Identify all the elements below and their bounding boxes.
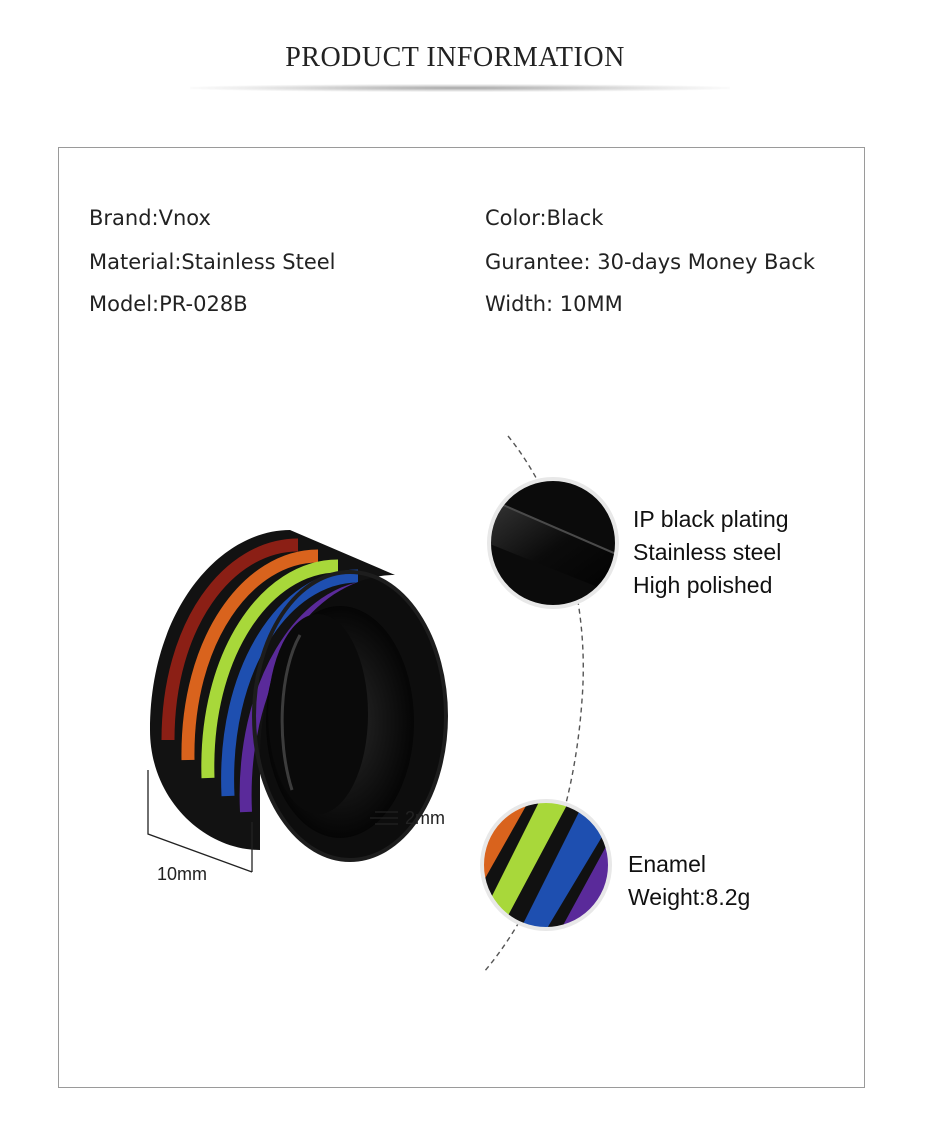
callout-line-polished: High polished	[633, 572, 773, 598]
callout-line-steel: Stainless steel	[633, 539, 782, 565]
dimension-width: 10mm	[157, 864, 208, 884]
page-title: PRODUCT INFORMATION	[285, 42, 625, 73]
black-plating-detail	[480, 470, 630, 620]
spec-guarantee: Gurantee: 30-days Money Back	[485, 250, 816, 274]
spec-material: Material:Stainless Steel	[89, 250, 336, 274]
spec-color: Color:Black	[485, 206, 604, 230]
enamel-detail	[470, 790, 630, 950]
finish-callout	[633, 503, 789, 602]
spec-width: Width: 10MM	[485, 292, 623, 316]
enamel-callout	[628, 848, 750, 914]
spec-brand: Brand:Vnox	[89, 206, 211, 230]
dimension-thickness: 2mm	[405, 808, 445, 828]
ring-image	[150, 530, 446, 860]
callout-line-plating: IP black plating	[633, 506, 789, 532]
callout-line-enamel: Enamel	[628, 851, 706, 877]
callout-line-weight: Weight:8.2g	[628, 884, 751, 910]
spec-model: Model:PR-028B	[89, 292, 248, 316]
